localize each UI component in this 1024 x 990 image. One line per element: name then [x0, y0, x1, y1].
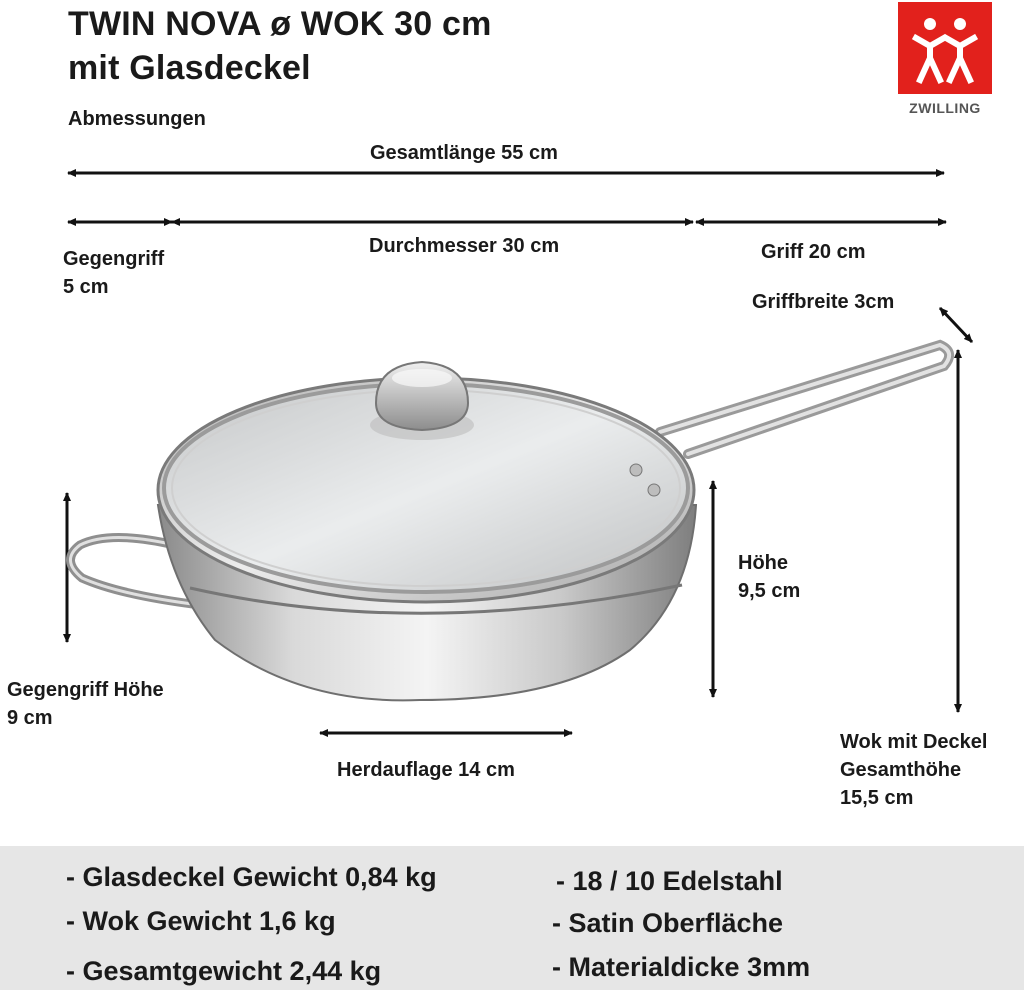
spec-total-weight: - Gesamtgewicht 2,44 kg — [66, 956, 382, 986]
brand-name: ZWILLING — [909, 100, 981, 116]
spec-surface: - Satin Oberfläche — [552, 908, 784, 938]
total-length-label: Gesamtlänge 55 cm — [370, 142, 558, 164]
handle-width-label: Griffbreite 3cm — [752, 291, 895, 313]
handle-width-arrow — [940, 308, 972, 342]
dimensions-heading: Abmessungen — [68, 108, 206, 130]
diameter-label: Durchmesser 30 cm — [369, 235, 560, 257]
handle-label: Griff 20 cm — [761, 241, 866, 263]
height-label: Höhe 9,5 cm — [738, 552, 801, 602]
total-height-label: Wok mit Deckel Gesamthöhe 15,5 cm — [840, 731, 988, 809]
title-line-1: TWIN NOVA ø WOK 30 cm — [68, 5, 492, 43]
spec-thickness: - Materialdicke 3mm — [552, 952, 811, 982]
specs-panel — [0, 846, 1024, 990]
long-handle — [660, 345, 949, 454]
spec-wok-weight: - Wok Gewicht 1,6 kg — [66, 906, 336, 936]
title-line-2: mit Glasdeckel — [68, 49, 311, 87]
spec-lid-weight: - Glasdeckel Gewicht 0,84 kg — [66, 862, 437, 892]
counter-handle-label: Gegengriff 5 cm — [63, 248, 165, 298]
stove-base-label: Herdauflage 14 cm — [337, 759, 515, 781]
spec-material: - 18 / 10 Edelstahl — [556, 866, 783, 896]
counter-handle-height-label: Gegengriff Höhe 9 cm — [7, 679, 164, 729]
